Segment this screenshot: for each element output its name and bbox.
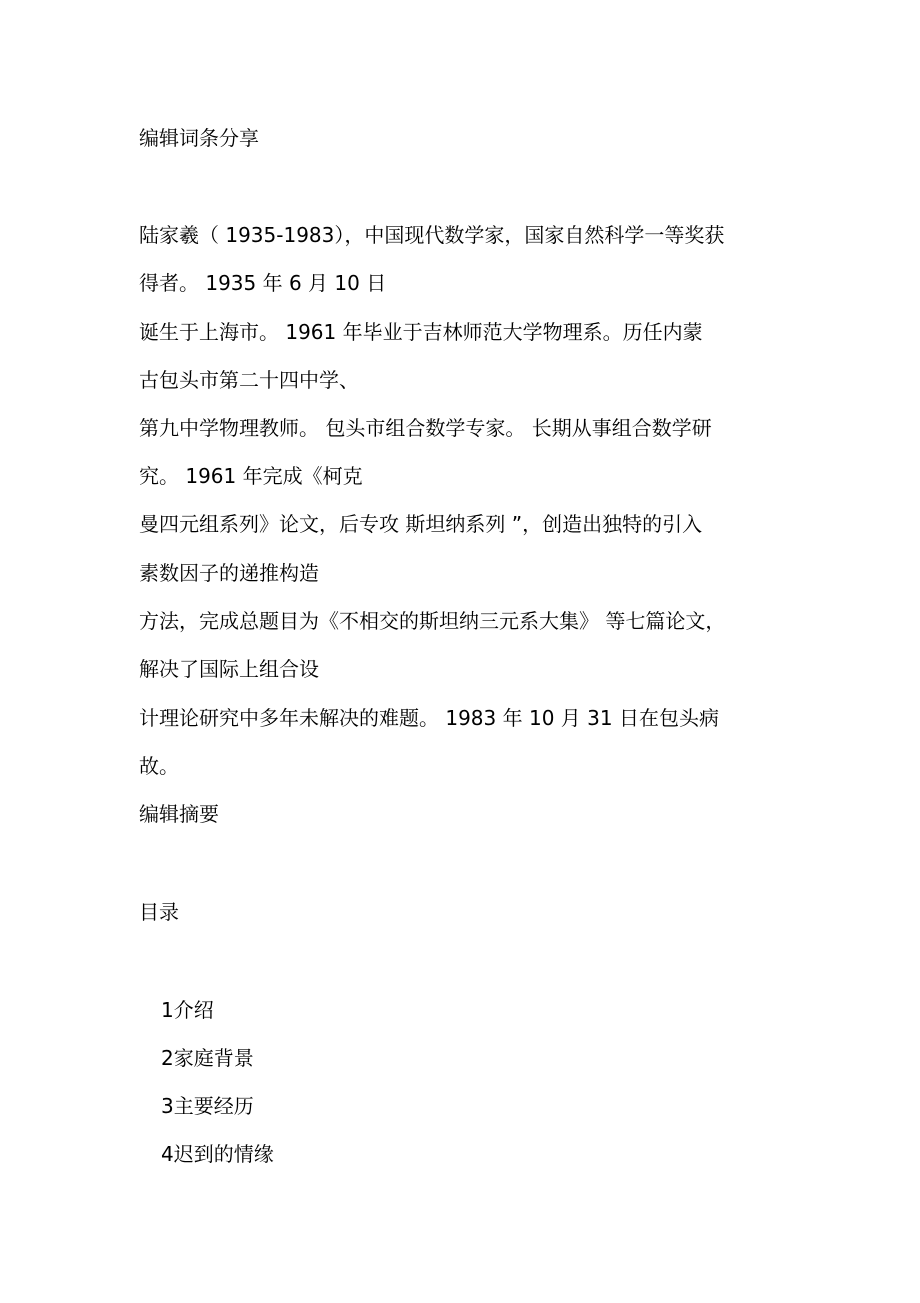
body-line-5: 第九中学物理教师。 包头市组合数学专家。 长期从事组合数学研: [139, 416, 712, 440]
body-line-9: 方法，完成总题目为《不相交的斯坦纳三元系大集》 等七篇论文，: [139, 609, 726, 633]
edit-summary-link[interactable]: 编辑摘要: [139, 802, 219, 826]
toc-item-main-experience[interactable]: 3主要经历: [161, 1094, 254, 1118]
edit-share-link[interactable]: 编辑词条分享: [139, 126, 259, 150]
body-line-7: 曼四元组系列》论文，后专攻 斯坦纳系列 ”，创造出独特的引入: [139, 512, 703, 536]
toc-title: 目录: [139, 900, 179, 924]
toc-item-late-romance[interactable]: 4迟到的情缘: [161, 1142, 274, 1166]
body-line-3: 诞生于上海市。 1961 年毕业于吉林师范大学物理系。历任内蒙: [139, 320, 703, 344]
body-line-6: 究。 1961 年完成《柯克: [139, 464, 363, 488]
toc-item-family-background[interactable]: 2家庭背景: [161, 1046, 254, 1070]
body-line-10: 解决了国际上组合设: [139, 657, 319, 681]
body-line-1: 陆家羲（ 1935-1983），中国现代数学家，国家自然科学一等奖获: [139, 223, 725, 247]
body-line-12: 故。: [139, 754, 179, 778]
body-line-11: 计理论研究中多年未解决的难题。 1983 年 10 月 31 日在包头病: [139, 706, 719, 730]
body-line-4: 古包头市第二十四中学、: [139, 368, 359, 392]
body-line-8: 素数因子的递推构造: [139, 561, 319, 585]
body-line-2: 得者。 1935 年 6 月 10 日: [139, 271, 387, 295]
toc-item-intro[interactable]: 1介绍: [161, 998, 214, 1022]
